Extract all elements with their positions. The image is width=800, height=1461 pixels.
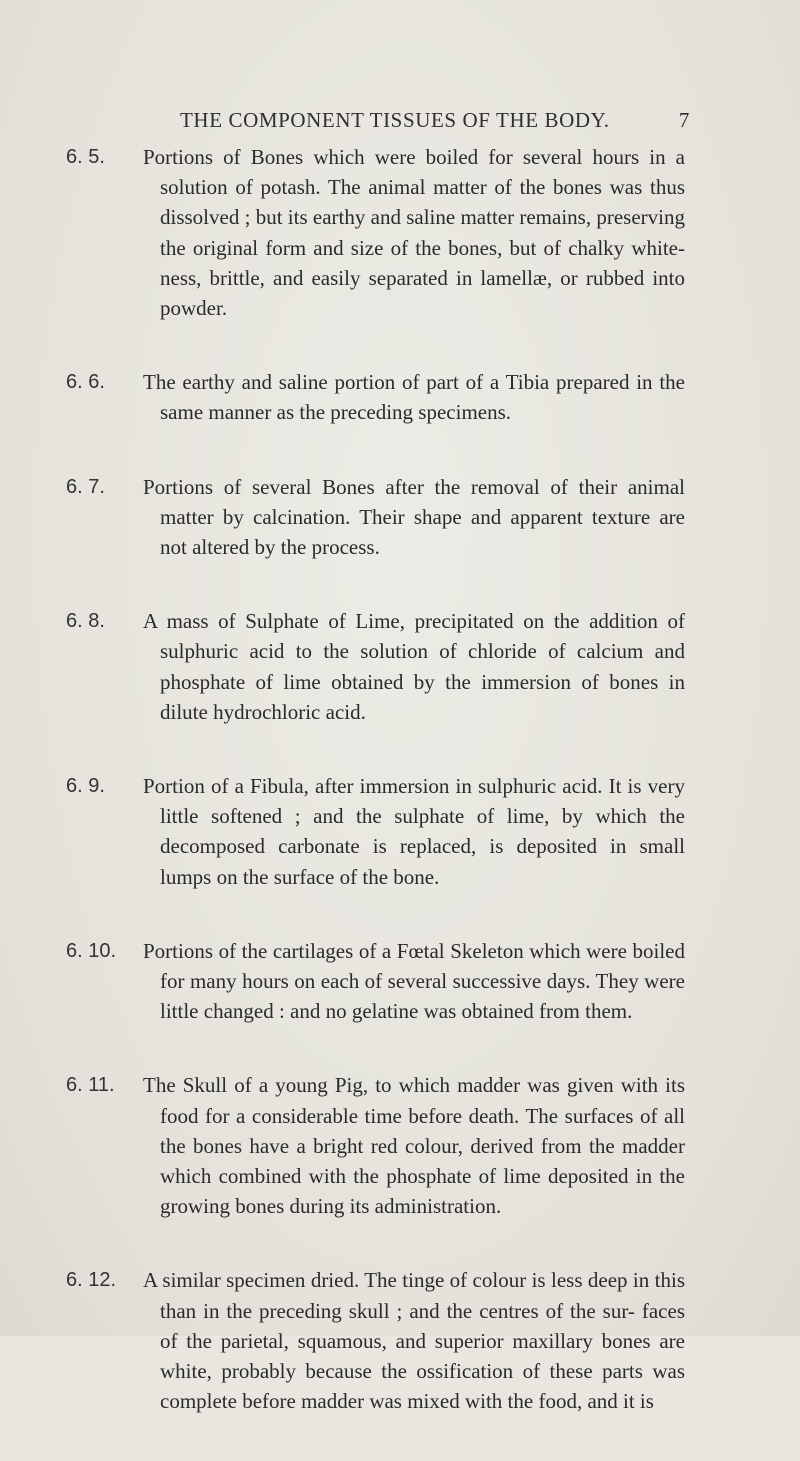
entry-number: 6. 8. [66,610,105,633]
entry-number: 6. 12. [66,1269,117,1292]
catalogue-entry [0,142,800,323]
entry-text: The earthy and saline portion of part of a Tibia prepared in the same manner as the preceding specimens. [143,370,685,425]
page-number: 7 [678,108,690,132]
entry-number: 6. 10. [66,939,117,962]
catalogue-entry [0,771,800,892]
running-head [180,108,690,138]
entry-number: 6. 11. [66,1074,115,1097]
entry-text: Portions of the cartilages of a Fœtal Skeleton which were boiled for many hours on each of several successive days. They were little changed : and no gelatine was obtained from them. [143,938,685,1024]
catalogue-entries [0,142,800,1461]
catalogue-entry [0,606,800,727]
entry-text: Portion of a Fibula, after immersion in sulphuric acid. It is very little softened ; and the sulphate of lime, by which the decomposed carbonate is replaced, is deposited in small lumps on the surface of the bone. [143,774,685,889]
catalogue-entry [0,472,800,563]
catalogue-entry [0,1265,800,1416]
entry-text: A similar specimen dried. The tinge of colour is less deep in this than in the preceding skull ; and the centres of the sur- faces of the parietal, squamous, and superior maxillary bones are white, probably because the ossification of these parts was complete before madder was mixed with the food, and it is [143,1268,685,1414]
running-head-title: THE COMPONENT TISSUES OF THE BODY. [180,108,610,132]
entry-number: 6. 6. [66,371,105,394]
entry-text: Portions of several Bones after the removal of their animal matter by calcination. Their shape and apparent texture are not altered by the process. [143,474,685,560]
entry-number: 6. 9. [66,775,105,798]
catalogue-entry [0,367,800,427]
catalogue-entry [0,1070,800,1221]
entry-text: The Skull of a young Pig, to which madder was given with its food for a considerable time before death. The surfaces of all the bones have a bright red colour, derived from the madder which combined with the phosphate of lime deposited in the growing bones during its administration. [143,1073,685,1219]
entry-text: A mass of Sulphate of Lime, precipitated on the addition of sulphuric acid to the solution of chloride of calcium and phosphate of lime obtained by the immersion of bones in dilute hydrochloric acid. [143,609,685,724]
entry-number: 6. 5. [66,146,105,168]
catalogue-entry [0,936,800,1027]
entry-number: 6. 7. [66,475,105,498]
entry-text: Portions of Bones which were boiled for several hours in a solution of potash. The animal matter of the bones was thus dissolved ; but its earthy and saline matter remains, preserving the original form and size of the bones, but of chalky white- ness, brittle, and easily separated in lamellæ, or rubbed into powder. [143,145,685,321]
